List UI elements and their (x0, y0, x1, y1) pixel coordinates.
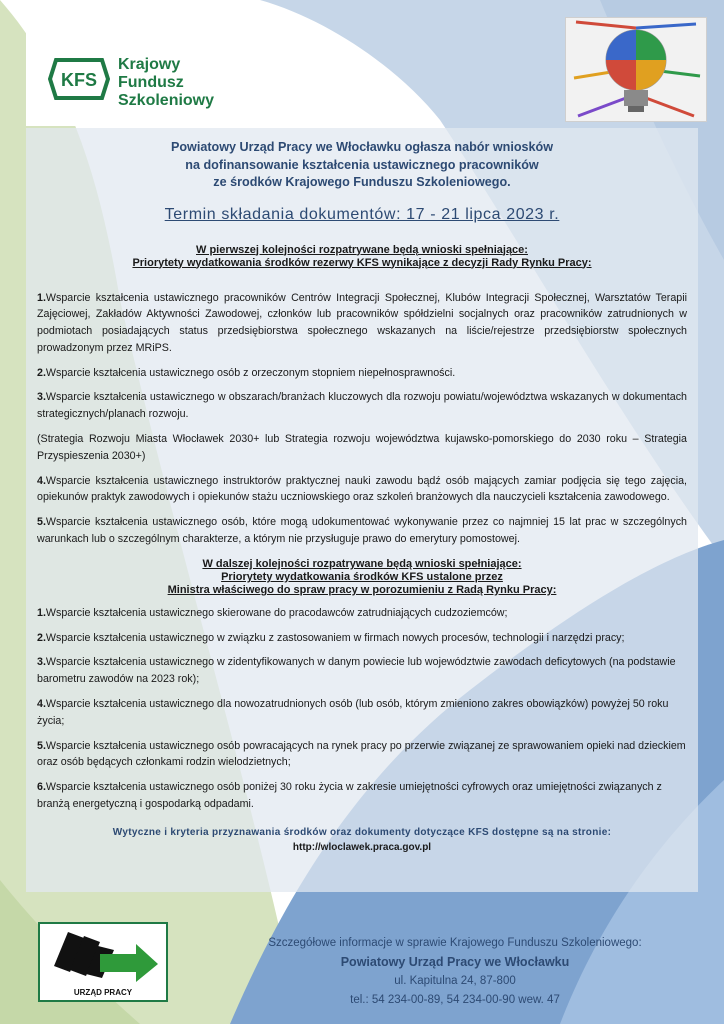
headline-line: ze środków Krajowego Funduszu Szkoleniowego. (213, 175, 511, 189)
list-item (37, 605, 687, 622)
announcement-content (37, 128, 687, 855)
item-text: Wsparcie kształcenia ustawicznego osób powracających na rynek pracy po przerwie związanej ze sprawowaniem opieki nad dzieckiem oraz osób będących członkami rodzin wielodzietnych; (37, 739, 686, 769)
item-number: 1. (37, 606, 46, 619)
list-item (37, 738, 687, 772)
item-number: 6. (37, 781, 46, 794)
headline-line: Powiatowy Urząd Pracy we Włocławku ogłasza nabór wniosków (170, 140, 554, 154)
urzad-pracy-caption: URZĄD PRACY (73, 988, 133, 997)
list-item (37, 389, 687, 423)
item-text: (Strategia Rozwoju Miasta Włocławek 2030+ lub Strategia rozwoju województwa kujawsko-pomorskiego do 2030 roku – Strategia Przyspieszenia 2030+) (37, 433, 687, 462)
contact-intro: Szczegółowe informacje w sprawie Krajowego Funduszu Szkoleniowego: (268, 937, 642, 949)
item-text: Wsparcie kształcenia ustawicznego osób poniżej 30 roku życia w zakresie umiejętności cyfrowych oraz umiejętności związanych z branżą energetyczną i gospodarką odpadami. (37, 781, 662, 811)
item-text: Wsparcie kształcenia ustawicznego pracowników Centrów Integracji Społecznej, Klubów Integracji Społecznej, Warsztatów Terapii Zajęciowej, Zakładów Aktywności Zawodowej, członków lub pracowników spółdzielni socjalnych oraz pracowników zatrudnionych w podmiotach posiadających status przedsiębiorstwa społecznego wskazanych na liście/rejestrze przedsiębiorstw społecznych prowadzonym przez MRiPS. (37, 291, 687, 354)
list-item (37, 779, 687, 813)
page-title (37, 139, 687, 192)
item-number: 4. (37, 698, 46, 711)
item-number: 5. (37, 739, 46, 752)
item-number: 2. (37, 631, 46, 644)
item-text: Wsparcie kształcenia ustawicznego instruktorów praktycznej nauki zawodu bądź osób mających zamiar podjęcia się tego zajęcia, opiekunów praktyk zawodowych i opiekunów stażu uczniowskiego oraz szkoleń branżowych dla nauczycieli kształcenia zawodowego. (37, 474, 687, 504)
website-link[interactable]: http://wloclawek.praca.gov.pl (292, 841, 432, 853)
kfs-logo-name (118, 56, 214, 110)
item-text: Wsparcie kształcenia ustawicznego osób, które mogą udokumentować wykonywanie przez co najmniej 15 lat prac w szczególnych warunkach lub o szczególnym charakterze, a którym nie przysługuje prawo do emerytury pomostowej. (37, 516, 687, 546)
section1-title (37, 244, 687, 270)
item-text: Wsparcie kształcenia ustawicznego skierowane do pracodawców zatrudniających cudzoziemców; (45, 606, 508, 619)
item-number: 4. (37, 474, 46, 487)
item-number: 3. (37, 391, 46, 404)
section2-title-line: Priorytety wydatkowania środków KFS ustalone przez (221, 570, 503, 583)
kfs-badge-icon (48, 58, 110, 100)
list-item (37, 630, 687, 647)
list-item (37, 696, 687, 730)
item-text: Wsparcie kształcenia ustawicznego w obszarach/branżach kluczowych dla rozwoju powiatu/województwa wskazanych w dokumentach strategicznych/planach rozwoju. (37, 391, 687, 421)
section1-title-line: Priorytety wydatkowania środków rezerwy KFS wynikające z decyzji Rady Rynku Pracy: (132, 256, 592, 269)
section2-title-line: Ministra właściwego do spraw pracy w porozumieniu z Radą Rynku Pracy: (167, 583, 557, 596)
item-number: 1. (37, 291, 46, 304)
section2-title (37, 558, 687, 597)
deadline: Termin składania dokumentów: 17 - 21 lipca 2023 r. (164, 205, 560, 223)
item-text: Wsparcie kształcenia ustawicznego dla nowozatrudnionych osób (lub osób, którym zmieniono zakres obowiązków) powyżej 50 roku życia; (37, 698, 669, 727)
kfs-logo (26, 22, 252, 126)
item-text: Wsparcie kształcenia ustawicznego osób z orzeczonym stopniem niepełnosprawności. (45, 366, 456, 379)
item-text: Wsparcie kształcenia ustawicznego w zidentyfikowanych w danym powiecie lub województwie zawodach deficytowych (na podstawie barometru zawodów na 2023 rok); (37, 656, 676, 686)
item-number: 5. (37, 516, 46, 529)
section2-title-line: W dalszej kolejności rozpatrywane będą wnioski spełniające: (202, 557, 522, 570)
kfs-logo-line: Szkoleniowy (118, 92, 215, 109)
list-item (37, 473, 687, 507)
item-number: 2. (37, 366, 46, 379)
contact-address: ul. Kapitulna 24, 87-800 (394, 975, 516, 987)
kfs-logo-line: Fundusz (118, 74, 184, 91)
section1-title-line: W pierwszej kolejności rozpatrywane będą wnioski spełniające: (196, 243, 528, 256)
urzad-pracy-arrow-icon (40, 924, 166, 984)
list-item (37, 514, 687, 548)
section1-list (37, 290, 687, 548)
lightbulb-puzzle-icon (566, 18, 706, 121)
list-item (37, 654, 687, 688)
urzad-pracy-logo (38, 922, 168, 1002)
guidelines-text: Wytyczne i kryteria przyznawania środków oraz dokumenty dotyczące KFS dostępne są na stronie: (112, 826, 612, 838)
puzzle-lightbulb-photo (565, 17, 707, 122)
kfs-badge-text: KFS (61, 70, 97, 90)
contact-organization: Powiatowy Urząd Pracy we Włocławku (340, 955, 570, 969)
item-text: Wsparcie kształcenia ustawicznego w związku z zastosowaniem w firmach nowych procesów, technologii i narzędzi pracy; (45, 631, 625, 644)
kfs-logo-line: Krajowy (118, 56, 181, 73)
section2-list (37, 605, 687, 813)
headline-line: na dofinansowanie kształcenia ustawicznego pracowników (185, 157, 539, 172)
contact-info (215, 934, 695, 1010)
list-item (37, 365, 687, 382)
list-item-note (37, 431, 687, 465)
contact-phone: tel.: 54 234-00-89, 54 234-00-90 wew. 47 (350, 994, 560, 1006)
guidelines-note (37, 825, 687, 855)
list-item (37, 290, 687, 357)
item-number: 3. (37, 656, 46, 669)
